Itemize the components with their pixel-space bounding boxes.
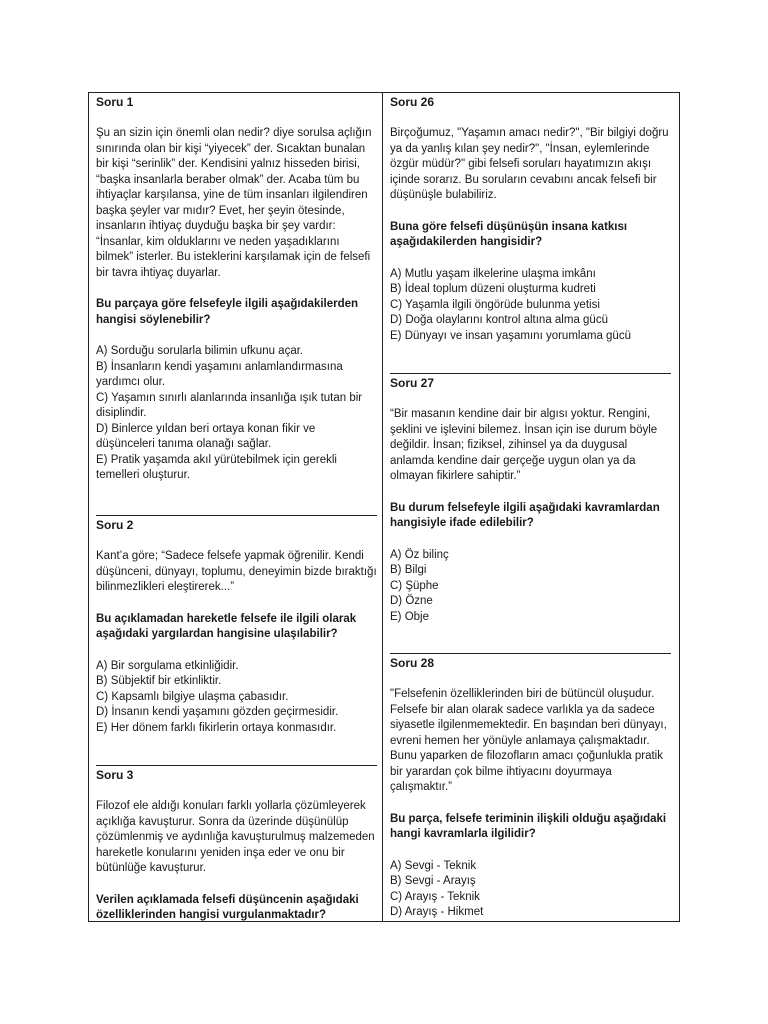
answer-option-c: C) Kapsamlı bilgiye ulaşma çabasıdır. xyxy=(96,690,289,703)
answer-option-a: A) Mutlu yaşam ilkelerine ulaşma imkânı xyxy=(390,267,596,280)
answer-option-d: D) Binlerce yıldan beri ortaya konan fikir ve düşünceleri tanıma olanağı sağlar. xyxy=(96,422,316,450)
answer-options xyxy=(390,548,671,626)
question-passage: Kant’a göre; “Sadece felsefe yapmak öğrenilir. Kendi düşünceni, dünyayı, toplumu, deneyimin bizde bıraktığı bilinmezlikleri eleştirerek...” xyxy=(96,550,377,593)
column-divider xyxy=(382,93,383,921)
answer-option-c: C) Arayış - Teknik xyxy=(390,890,480,903)
question-title: Soru 28 xyxy=(390,656,435,670)
answer-option-c: C) Yaşamın sınırlı alanlarında insanlığa ışık tutan bir disiplindir. xyxy=(96,391,363,419)
question-title: Soru 26 xyxy=(390,95,435,109)
answer-option-b: B) İdeal toplum düzeni oluşturma kudreti xyxy=(390,283,596,295)
answer-option-e: E) Pratik yaşamda akıl yürütebilmek için gerekli temelleri oluşturur. xyxy=(96,453,337,481)
question-passage: Birçoğumuz, "Yaşamın amacı nedir?", "Bir bilgiyi doğru ya da yanlış kılan şey nedir?", "İnsan, eylemlerinde özgür müdür?" gibi felsefi soruları hayatımızın akışı içinde sorarız. Bu soruların cevabını ancak felsefi bir düşünüşle bulabiliriz. xyxy=(390,127,669,201)
question-passage: Filozof ele aldığı konuları farklı yollarla çözümleyerek açıklığa kavuşturur. Sonra da üzerinde düşünülüp çözümlenmiş ve aydınlığa kavuşturulmuş malzemeden hareketle konularını yeniden inşa eder ve onu bir bütünlüğe kavuşturur. xyxy=(96,800,375,874)
answer-option-c: C) Yaşamla ilgili öngörüde bulunma yetisi xyxy=(390,298,600,311)
answer-option-b: B) Sübjektif bir etkinliktir. xyxy=(96,675,222,687)
question-prompt: Bu durum felsefeyle ilgili aşağıdaki kavramlardan hangisiyle ifade edilebilir? xyxy=(390,501,660,529)
question-passage: Şu an sizin için önemli olan nedir? diye sorulsa açlığın sınırında olan bir kişi “yiyecek” der. Sıcaktan bunalan bir kişi “serinlik” der. Kendisini yalnız hisseden birisi, “başka insanlarla beraber olmak” der. Acaba tüm bu ihtiyaçlar karşılansa, yine de tüm insanları ilgilendiren başka şeyler var mıdır? Evet, her şeyin ötesinde, insanların ihtiyaç duyduğu başka bir şey vardır: “İnsanlar, kim olduklarını ve neden yaşadıklarını bilmek” isterler. Bu isteklerini karşılamak için de felsefi bir tavra ihtiyaç duyarlar. xyxy=(96,127,372,279)
question-title: Soru 2 xyxy=(96,518,134,532)
answer-option-b: B) Sevgi - Arayış xyxy=(390,875,476,887)
question-block-27 xyxy=(390,373,671,625)
answer-option-c: C) Şüphe xyxy=(390,579,439,592)
question-block-28 xyxy=(390,653,671,921)
question-sheet xyxy=(88,92,680,922)
answer-option-d: D) Özne xyxy=(390,595,433,607)
question-block-26 xyxy=(390,93,671,344)
answer-option-a: A) Öz bilinç xyxy=(390,548,449,561)
answer-option-a: A) Sevgi - Teknik xyxy=(390,859,477,872)
question-title: Soru 1 xyxy=(96,95,134,109)
answer-options xyxy=(390,859,671,921)
question-prompt: Verilen açıklamada felsefi düşüncenin aşağıdaki özelliklerinden hangisi vurgulanmaktadır? xyxy=(96,893,359,921)
question-prompt: Buna göre felsefi düşünüşün insana katkısı aşağıdakilerden hangisidir? xyxy=(390,220,628,248)
answer-option-a: A) Sorduğu sorularla bilimin ufkunu açar. xyxy=(96,345,304,357)
answer-option-d: D) Arayış - Hikmet xyxy=(390,906,484,918)
question-title: Soru 27 xyxy=(390,376,435,390)
question-prompt: Bu parçaya göre felsefeyle ilgili aşağıdakilerden hangisi söylenebilir? xyxy=(96,298,359,326)
answer-option-e: E) Dünyayı ve insan yaşamını yorumlama gücü xyxy=(390,329,631,342)
answer-option-e: E) Her dönem farklı fikirlerin ortaya konmasıdır. xyxy=(96,721,337,734)
question-passage: "Felsefenin özelliklerinden biri de bütüncül oluşudur. Felsefe bir alan olarak sadece varlıkla ya da sadece siyasetle ilgilenmemektedir. En başından beri dünyayı, evreni hemen her yönüyle anlamaya çalışmaktadır. Bunu yaparken de filozofların amacı çoğunlukla pratik bir yarardan çok bilme ihtiyacını doyurmaya çalışmaktır.” xyxy=(390,688,667,793)
answer-option-e: E) Obje xyxy=(390,610,429,623)
answer-options xyxy=(96,659,377,737)
question-passage: “Bir masanın kendine dair bir algısı yoktur. Rengini, şeklini ve işlevini bilemez. İnsan için ise durum böyle değildir. İnsan; fiziksel, zihinsel ya da duygusal anlamda kendine dair gerçeğe uygun olan ya da olmayan fikirlere sahiptir.” xyxy=(390,408,658,482)
question-block-2 xyxy=(96,515,377,736)
answer-option-b: B) İnsanların kendi yaşamını anlamlandırmasına yardımcı olur. xyxy=(96,360,343,388)
answer-option-d: D) Doğa olaylarını kontrol altına alma gücü xyxy=(390,314,608,326)
question-block-1 xyxy=(96,93,377,484)
question-prompt: Bu parça, felsefe teriminin ilişkili olduğu aşağıdaki hangi kavramlarla ilgilidir? xyxy=(390,812,667,840)
answer-option-b: B) Bilgi xyxy=(390,564,427,576)
answer-options xyxy=(96,344,377,484)
answer-option-d: D) İnsanın kendi yaşamını gözden geçirmesidir. xyxy=(96,706,339,718)
question-prompt: Bu açıklamadan hareketle felsefe ile ilgili olarak aşağıdaki yargılardan hangisine ulaşılabilir? xyxy=(96,612,357,640)
answer-options xyxy=(390,267,671,345)
answer-option-a: A) Bir sorgulama etkinliğidir. xyxy=(96,659,239,672)
question-title: Soru 3 xyxy=(96,768,134,782)
question-block-3 xyxy=(96,765,377,940)
